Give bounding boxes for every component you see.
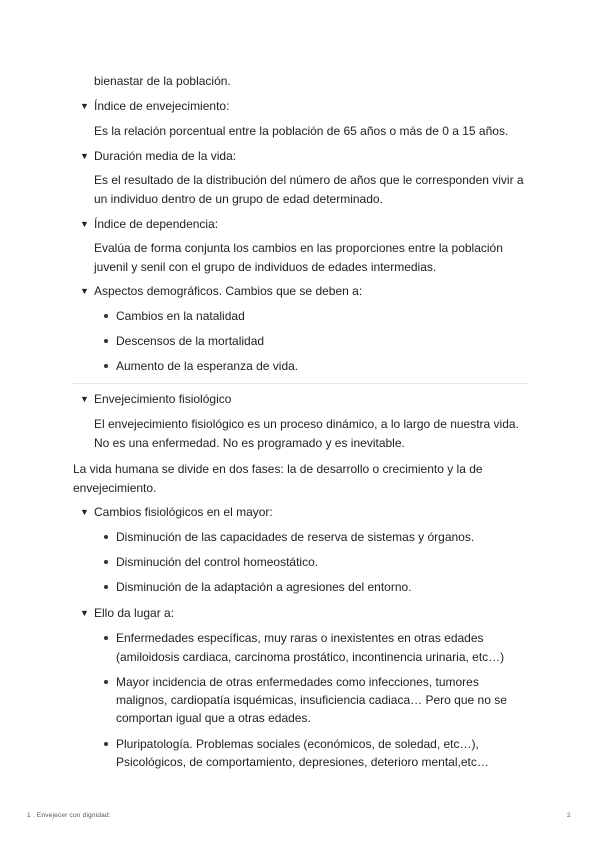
bullet-icon [104,535,108,539]
text-line: Es el resultado de la distribución del número de años que le corresponden vivir a [94,173,524,187]
text-line: juvenil y senil con el grupo de individuos de edades intermedias. [94,260,437,274]
bullet-icon [104,742,108,746]
list-item: Enfermedades específicas, muy raras o inexistentes en otras edades [116,631,484,645]
bullet-icon [104,680,108,684]
bullet-icon [104,585,108,589]
list-item-continuation: comportan igual que a otras edades. [116,711,311,725]
text-line: bienastar de la población. [94,74,231,88]
bullet-icon [104,636,108,640]
toggle-triangle-icon[interactable]: ▼ [80,286,89,296]
bullet-icon [104,339,108,343]
toggle-triangle-icon[interactable]: ▼ [80,151,89,161]
list-item: Mayor incidencia de otras enfermedades como infecciones, tumores [116,675,479,689]
list-item: Descensos de la mortalidad [116,334,265,348]
list-item: Aumento de la esperanza de vida. [116,359,299,373]
text-line: El envejecimiento fisiológico es un proceso dinámico, a lo largo de nuestra vida. [94,417,519,431]
text-line: Es la relación porcentual entre la población de 65 años o más de 0 a 15 años. [94,124,509,138]
paragraph-line: envejecimiento. [73,481,157,495]
toggle-triangle-icon[interactable]: ▼ [80,507,89,517]
list-item: Cambios en la natalidad [116,309,245,323]
list-item: Disminución del control homeostático. [116,555,319,569]
list-item: Pluripatología. Problemas sociales (económicos, de soledad, etc…), [116,737,479,751]
list-item-continuation: malignos, cardiopatía isquémicas, insuficiencia cadiaca… Pero que no se [116,693,507,707]
paragraph-line: La vida humana se divide en dos fases: la de desarrollo o crecimiento y la de [73,462,483,476]
toggle-triangle-icon[interactable]: ▼ [80,219,89,229]
page-number: 2 [567,812,571,819]
footer-title: 1 . Envejecer con dignidad: [27,812,111,819]
toggle-heading[interactable]: Cambios fisiológicos en el mayor: [94,505,273,519]
bullet-icon [104,560,108,564]
toggle-heading[interactable]: Envejecimiento fisiológico [94,392,232,406]
toggle-heading[interactable]: Índice de dependencia: [94,217,219,231]
toggle-triangle-icon[interactable]: ▼ [80,608,89,618]
text-line: No es una enfermedad. No es programado y es inevitable. [94,436,405,450]
toggle-triangle-icon[interactable]: ▼ [80,394,89,404]
list-item: Disminución de la adaptación a agresiones del entorno. [116,580,412,594]
bullet-icon [104,364,108,368]
toggle-heading[interactable]: Índice de envejecimiento: [94,99,230,113]
divider [73,383,528,384]
text-line: Evalúa de forma conjunta los cambios en las proporciones entre la población [94,241,503,255]
toggle-heading[interactable]: Aspectos demográficos. Cambios que se deben a: [94,284,363,298]
list-item-continuation: Psicológicos, de comportamiento, depresiones, deterioro mental,etc… [116,755,489,769]
list-item: Disminución de las capacidades de reserva de sistemas y órganos. [116,530,475,544]
text-line: un individuo dentro de un grupo de edad determinado. [94,192,383,206]
toggle-heading[interactable]: Duración media de la vida: [94,149,237,163]
list-item-continuation: (amiloidosis cardiaca, carcinoma prostático, incontinencia urinaria, etc…) [116,650,505,664]
bullet-icon [104,314,108,318]
toggle-heading[interactable]: Ello da lugar a: [94,606,175,620]
toggle-triangle-icon[interactable]: ▼ [80,101,89,111]
